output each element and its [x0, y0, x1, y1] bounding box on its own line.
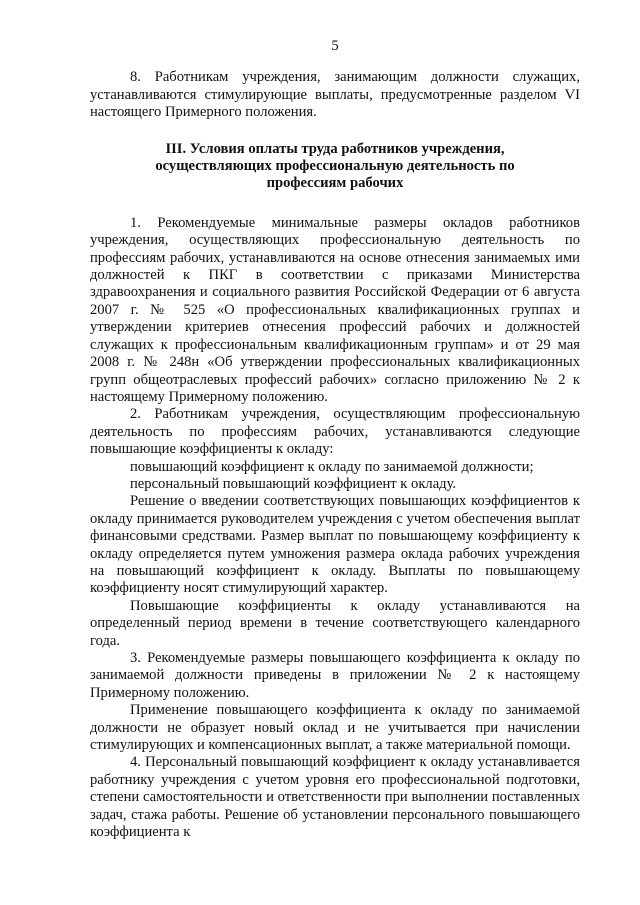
section-3-heading-line-2: осуществляющих профессиональную деятельность по: [155, 158, 515, 175]
section-3-paragraph-application: Применение повышающего коэффициента к окладу по занимаемой должности не образует новый оклад и не учитывается при начислении стимулирующих и компенсационных выплат, а также материальной помощи.: [90, 702, 580, 754]
section-3-heading-line-1: III. Условия оплаты труда работников учреждения,: [165, 140, 505, 157]
page-number: 5: [331, 38, 339, 54]
paragraph-8: 8. Работникам учреждения, занимающим должности служащих, устанавливаются стимулирующие выплаты, предусмотренные разделом VI настоящего Примерного положения.: [90, 69, 580, 121]
section-3-paragraph-decision: Решение о введении соответствующих повышающих коэффициентов к окладу принимается руководителем учреждения с учетом обеспечения выплат финансовыми средствами. Размер выплат по повышающему коэффициенту к окладу определяется путем умножения размера оклада рабочих учреждения на повышающий коэффициент к окладу. Выплаты по повышающему коэффициенту носят стимулирующий характер.: [90, 493, 580, 597]
section-3-paragraph-1: 1. Рекомендуемые минимальные размеры окладов работников учреждения, осуществляющих профессиональную деятельность по профессиям рабочих, устанавливаются на основе отнесения занимаемых ими должностей к ПКГ в соответствии с приказами Министерства здравоохранения и социального развития Российской Федерации от 6 августа 2007 г. № 525 «О профессиональных квалификационных группах и утверждении критериев отнесения профессий рабочих и должностей служащих к профессиональным квалификационным группам» и от 29 мая 2008 г. № 248н «Об утверждении профессиональных квалификационных групп общеотраслевых профессий рабочих» согласно приложению № 2 к настоящему Примерному положению.: [90, 214, 580, 405]
section-3-heading-line-3: профессиям рабочих: [266, 175, 404, 192]
section-3-paragraph-3: 3. Рекомендуемые размеры повышающего коэффициента к окладу по занимаемой должности приведены в приложении № 2 к настоящему Примерному положению.: [90, 650, 580, 701]
section-3-heading: [90, 141, 580, 193]
section-3-paragraph-period: Повышающие коэффициенты к окладу устанавливаются на определенный период времени в течение соответствующего календарного года.: [90, 597, 580, 649]
section-3-paragraph-4: 4. Персональный повышающий коэффициент к окладу устанавливается работнику учреждения с учетом уровня его профессиональной подготовки, степени самостоятельности и ответственности при выполнении поставленных задач, стажа работы. Решение об установлении персонального повышающего коэффициента к: [90, 754, 580, 841]
section-3-paragraph-2: 2. Работникам учреждения, осуществляющим профессиональную деятельность по профессиям рабочих, устанавливаются следующие повышающие коэффициенты к окладу:: [90, 406, 580, 458]
coefficient-list-item: повышающий коэффициент к окладу по занимаемой должности;: [130, 458, 534, 475]
coefficient-list-item: персональный повышающий коэффициент к окладу.: [130, 475, 457, 492]
document-page: [90, 38, 580, 841]
